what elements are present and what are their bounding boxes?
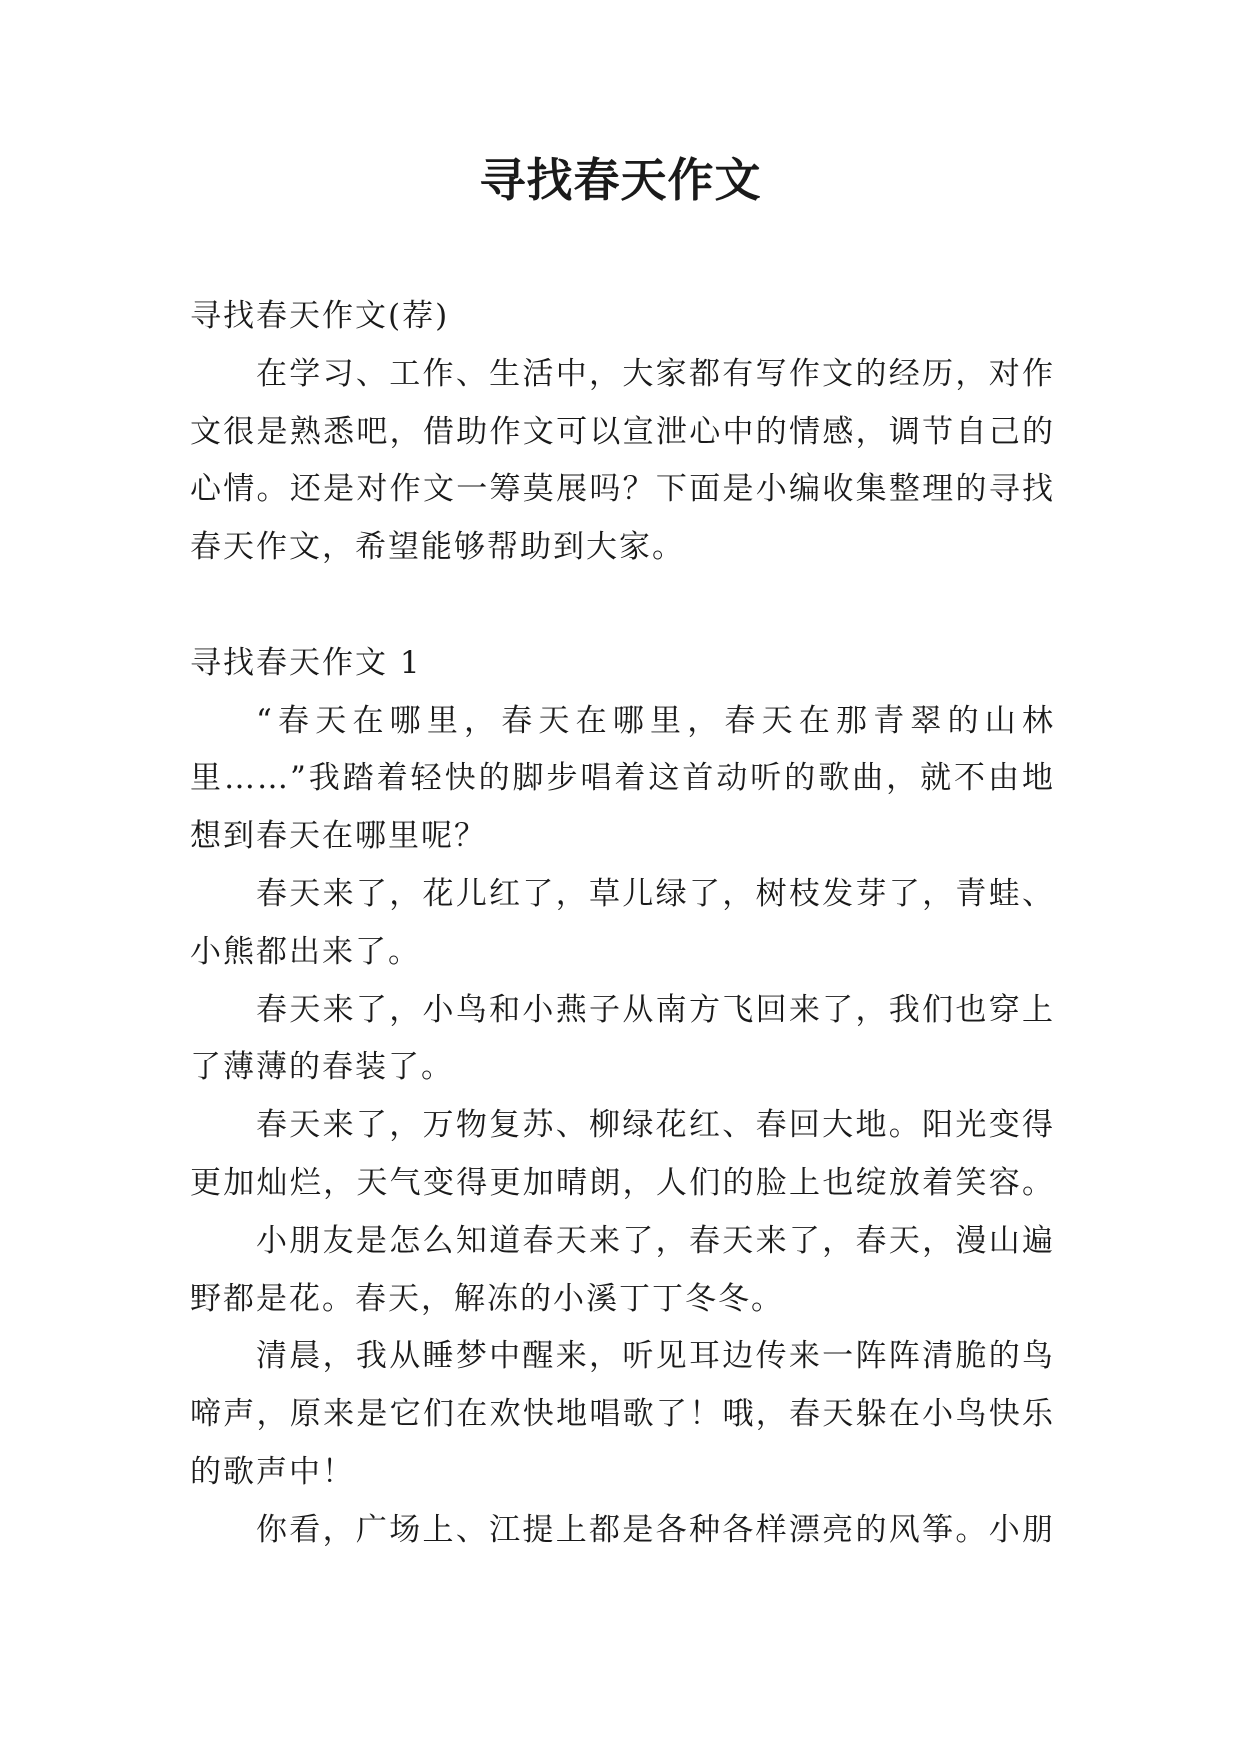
paragraph-5 [190, 1213, 1055, 1329]
document-subtitle: 寻找春天作文(荐) [190, 298, 450, 334]
paragraph-line: 文很是熟悉吧，借助作文可以宣泄心中的情感，调节自己的 [190, 413, 1055, 450]
paragraph-2 [190, 866, 1055, 982]
paragraph-line: 想到春天在哪里呢？ [190, 818, 487, 855]
paragraph-line: 你看，广场上、江提上都是各种各样漂亮的风筝。小朋 [256, 1511, 1055, 1548]
paragraph-line: 野都是花。春天，解冻的小溪丁丁冬冬。 [190, 1280, 784, 1317]
paragraph-4 [190, 1097, 1055, 1213]
paragraph-line: 清晨，我从睡梦中醒来，听见耳边传来一阵阵清脆的鸟 [256, 1338, 1055, 1375]
paragraph-line: 心情。还是对作文一筹莫展吗？下面是小编收集整理的寻找 [190, 471, 1055, 508]
paragraph-line: 里……”我踏着轻快的脚步唱着这首动听的歌曲，就不由地 [190, 760, 1055, 797]
paragraph-line: 更加灿烂，天气变得更加晴朗，人们的脸上也绽放着笑容。 [190, 1164, 1055, 1201]
document-body [190, 288, 1055, 1560]
paragraph-line: 春天来了，花儿红了，草儿绿了，树枝发芽了，青蛙、 [256, 875, 1055, 912]
paragraph-line: 春天来了，小鸟和小燕子从南方飞回来了，我们也穿上 [256, 991, 1055, 1028]
paragraph-line: “春天在哪里，春天在哪里，春天在那青翠的山林 [256, 702, 1055, 739]
paragraph-line: 了薄薄的春装了。 [190, 1049, 454, 1086]
section-heading: 寻找春天作文 1 [190, 644, 422, 681]
paragraph-1 [190, 693, 1055, 866]
blank-line [190, 577, 1055, 635]
paragraph-7 [190, 1502, 1055, 1560]
paragraph-line: 啼声，原来是它们在欢快地唱歌了！哦，春天躲在小鸟快乐 [190, 1396, 1055, 1433]
paragraph-line: 小熊都出来了。 [190, 933, 421, 970]
paragraph-line: 在学习、工作、生活中，大家都有写作文的经历，对作 [256, 355, 1055, 392]
paragraph-6 [190, 1328, 1055, 1501]
paragraph-3 [190, 982, 1055, 1098]
paragraph-line: 的歌声中！ [190, 1453, 355, 1490]
paragraph-line: 春天来了，万物复苏、柳绿花红、春回大地。阳光变得 [256, 1107, 1055, 1144]
paragraph-line: 春天作文，希望能够帮助到大家。 [190, 529, 685, 566]
document-title: 寻找春天作文 [479, 153, 762, 207]
paragraph-line: 小朋友是怎么知道春天来了，春天来了，春天，漫山遍 [256, 1222, 1055, 1259]
intro-paragraph [190, 346, 1055, 577]
